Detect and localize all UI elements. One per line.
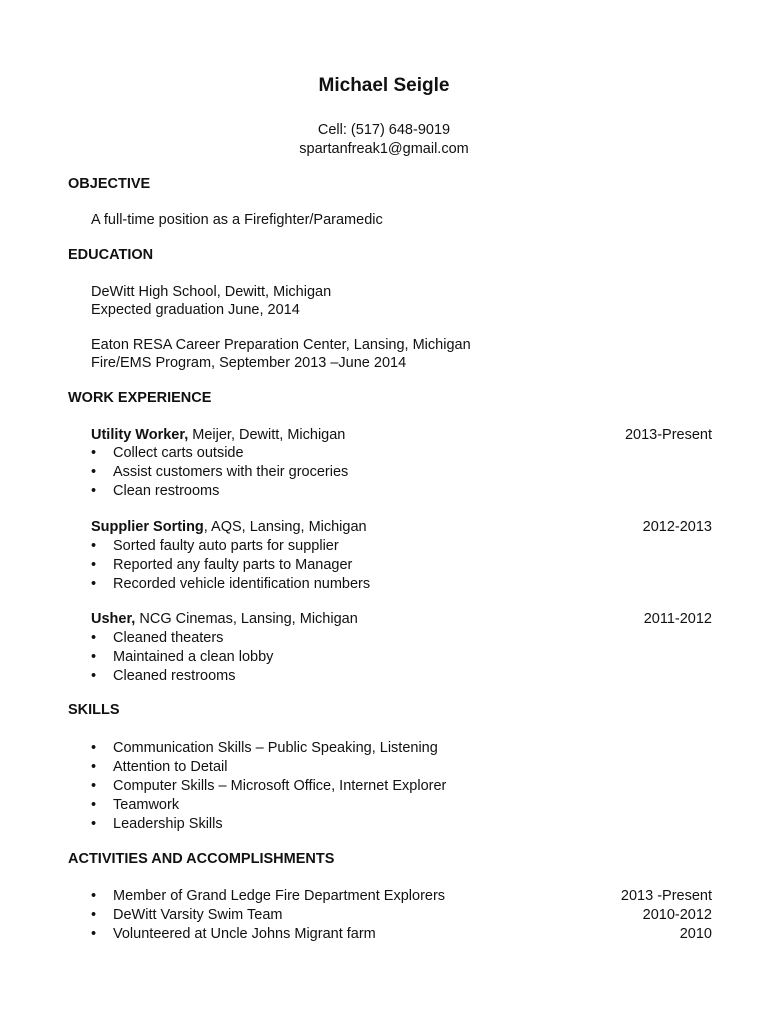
job-title: Utility Worker, [91, 427, 189, 443]
bullet-icon: • [91, 576, 97, 592]
education-heading: EDUCATION [68, 247, 154, 263]
bullet-icon: • [91, 445, 97, 461]
job-duty: Cleaned restrooms [113, 668, 236, 684]
skill-item: Leadership Skills [113, 816, 223, 832]
job-duty: Clean restrooms [113, 483, 220, 499]
bullet-icon: • [91, 740, 97, 756]
activity-item: Volunteered at Uncle Johns Migrant farm [113, 926, 376, 942]
activity-date: 2010-2012 [642, 907, 712, 923]
skill-item: Computer Skills – Microsoft Office, Internet Explorer [113, 778, 447, 794]
skill-item: Teamwork [113, 797, 180, 813]
bullet-icon: • [91, 816, 97, 832]
activity-item: DeWitt Varsity Swim Team [113, 907, 283, 923]
skill-item: Communication Skills – Public Speaking, Listening [113, 740, 438, 756]
education-detail-1: Expected graduation June, 2014 [91, 302, 300, 318]
contact-cell: Cell: (517) 648-9019 [317, 122, 451, 138]
job-duty: Maintained a clean lobby [113, 649, 274, 665]
job-duty: Recorded vehicle identification numbers [113, 576, 371, 592]
bullet-icon: • [91, 483, 97, 499]
work-heading: WORK EXPERIENCE [68, 390, 212, 406]
bullet-icon: • [91, 630, 97, 646]
bullet-icon: • [91, 668, 97, 684]
job-title-line [91, 426, 345, 445]
job-duty: Assist customers with their groceries [113, 464, 349, 480]
job-details: , AQS, Lansing, Michigan [203, 519, 367, 535]
activity-item: Member of Grand Ledge Fire Department Explorers [113, 888, 446, 904]
activity-date: 2010 [679, 926, 712, 942]
bullet-icon: • [91, 557, 97, 573]
job-title: Usher, [91, 611, 136, 627]
education-detail-2: Fire/EMS Program, September 2013 –June 2014 [91, 355, 407, 371]
objective-text: A full-time position as a Firefighter/Paramedic [91, 212, 383, 228]
skill-item: Attention to Detail [113, 759, 228, 775]
bullet-icon: • [91, 888, 97, 904]
job-title-line [91, 518, 367, 537]
activities-heading: ACTIVITIES AND ACCOMPLISHMENTS [68, 851, 335, 867]
job-dates: 2011-2012 [643, 611, 712, 627]
job-details: NCG Cinemas, Lansing, Michigan [135, 611, 358, 627]
bullet-icon: • [91, 907, 97, 923]
bullet-icon: • [91, 759, 97, 775]
job-title: Supplier Sorting [91, 519, 204, 535]
job-title-line [91, 610, 358, 629]
activity-date: 2013 -Present [620, 888, 712, 904]
bullet-icon: • [91, 926, 97, 942]
education-school-2: Eaton RESA Career Preparation Center, Lansing, Michigan [91, 337, 471, 353]
bullet-icon: • [91, 778, 97, 794]
job-duty: Sorted faulty auto parts for supplier [113, 538, 339, 554]
job-details: Meijer, Dewitt, Michigan [188, 427, 346, 443]
job-duty: Reported any faulty parts to Manager [113, 557, 353, 573]
job-duty: Collect carts outside [113, 445, 244, 461]
job-duty: Cleaned theaters [113, 630, 224, 646]
objective-heading: OBJECTIVE [68, 176, 151, 192]
bullet-icon: • [91, 797, 97, 813]
job-dates: 2012-2013 [642, 519, 712, 535]
bullet-icon: • [91, 464, 97, 480]
bullet-icon: • [91, 538, 97, 554]
skills-heading: SKILLS [68, 702, 120, 718]
education-school-1: DeWitt High School, Dewitt, Michigan [91, 284, 332, 300]
contact-email: spartanfreak1@gmail.com [299, 141, 469, 157]
job-dates: 2013-Present [624, 427, 712, 443]
bullet-icon: • [91, 649, 97, 665]
resume-name: Michael Seigle [318, 75, 450, 96]
